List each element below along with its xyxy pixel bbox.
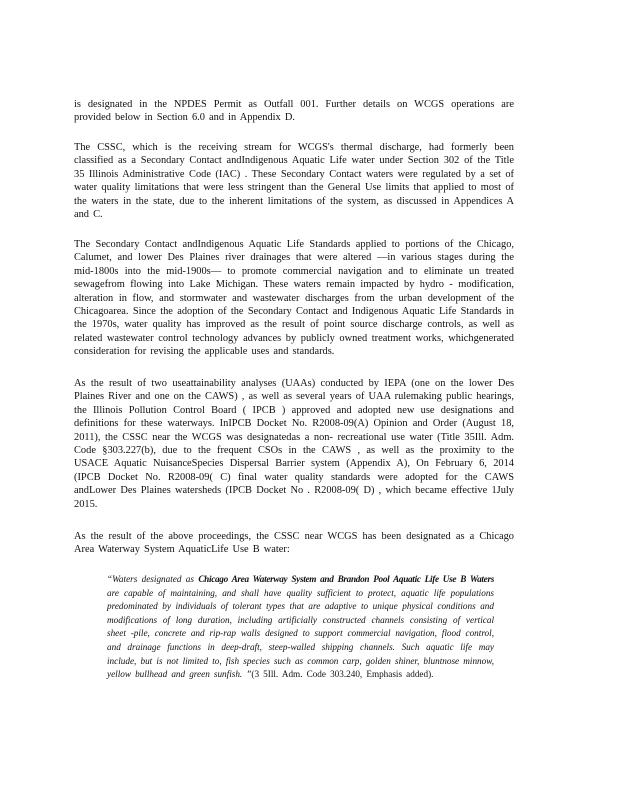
block-quote-use-b-definition <box>107 573 494 682</box>
paragraph-secondary-contact-standards: The Secondary Contact andIndigenous Aquatic Life Standards applied to portions of the Chicago, Calumet, and lower Des Plaines river drainages that were altered —in various stages during the mid-1800s into the mid-1900s— to promote commercial navigation and to eliminate un treated sewagefrom flowing into Lake Michigan. These waters remain impacted by hydro - modification, alteration in flow, and stormwater and wastewater discharges from the urban development of the Chicagoarea. Since the adoption of the Secondary Contact and Indigenous Aquatic Life Standards in the 1970s, water quality has improved as the result of point source discharge controls, as well as related wastewater control technology advances by publicly owned treatment works, whichgenerated consideration for revising the applicable uses and standards. <box>74 239 514 358</box>
paragraph-use-b-designation: As the result of the above proceedings, the CSSC near WCGS has been designated as a Chicago Area Waterway System AquaticLife Use B water: <box>74 531 514 556</box>
quote-open: “Waters designated as <box>107 574 199 584</box>
quote-citation: (3 5Ill. Adm. Code 303.240, Emphasis added). <box>251 669 434 680</box>
paragraph-uaa-proceedings: As the result of two useattainability analyses (UAAs) conducted by IEPA (one on the lower Des Plaines River and one on the CAWS) , as well as several years of UAA rulemaking public hearings, the Illinois Pollution Control Board ( IPCB ) approved and adopted new use designations and definitions for these waterways. InIPCB Docket No. R2008-09(A) Opinion and Order (August 18, 2011), the CSSC near the WCGS was designatedas a non- recreational use water (Title 35Ill. Adm. Code §303.227(b), due to the frequent CSOs in the CAWS , as well as the proximity to the USACE Aquatic NuisanceSpecies Dispersal Barrier system (Appendix A), On February 6, 2014 (IPCB Docket No. R2008-09( C) final water quality standards were adopted for the CAWS andLower Des Plaines watersheds (IPCB Docket No . R2008-09( D) , which became effective 1July 2015. <box>74 378 514 510</box>
paragraph-cssc-classification: The CSSC, which is the receiving stream for WCGS's thermal discharge, had formerly been classified as a Secondary Contact andIndigenous Aquatic Life water under Section 302 of the Title 35 Illinois Administrative Code (IAC) . These Secondary Contact waters were regulated by a set of water quality limitations that were less stringent than the General Use limits that applied to most of the waters in the state, due to the inherent limitations of the system, as discussed in Appendices A and C. <box>74 142 514 221</box>
quote-body: are capable of maintaining, and shall have quality sufficient to protect, aquatic life populations predominated by individuals of tolerant types that are adaptive to unique physical conditions and modifications of long duration, including artificially constructed channels consisting of vertical sheet -pile, concrete and rip-rap walls designed to support commercial navigation, flood control, and drainage functions in deep-draft, steep-walled shipping channels. Such aquatic life may include, but is not limited to, fish species such as common carp, golden shiner, bluntnose minnow, yellow bullhead and green sunfish. ” <box>107 587 494 680</box>
paragraph-outfall-continuation: is designated in the NPDES Permit as Outfall 001. Further details on WCGS operations are provided below in Section 6.0 and in Appendix D. <box>74 99 514 124</box>
quote-defined-term: Chicago Area Waterway System and Brandon Pool Aquatic Life Use B Waters <box>198 574 494 584</box>
